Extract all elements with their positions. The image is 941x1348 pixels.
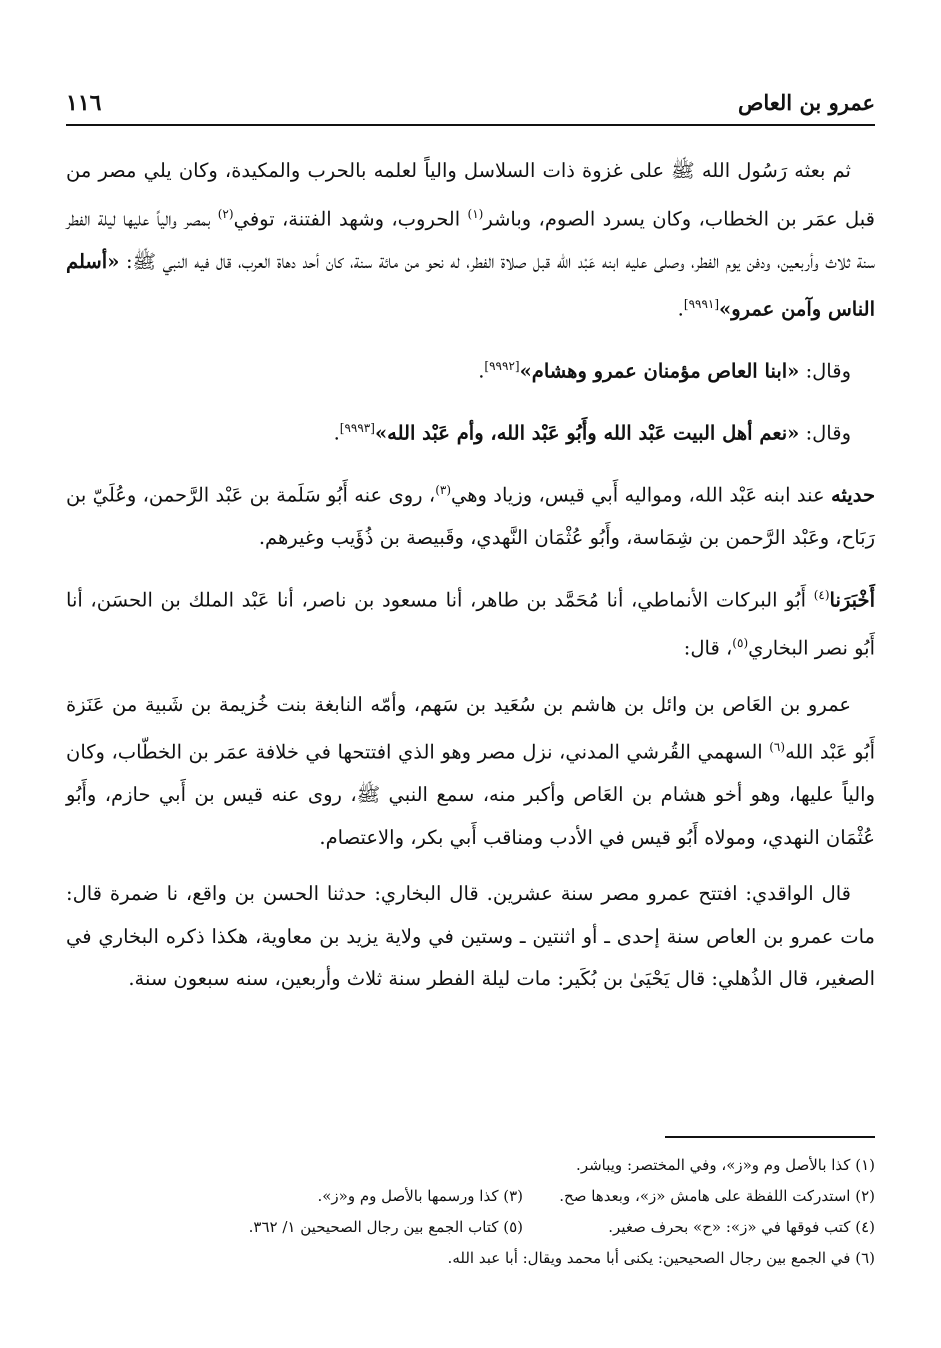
hadith-number: [٩٩٩٢] [484, 359, 520, 373]
text-run: الحروب، وشهد الفتنة، توفي [233, 207, 468, 230]
paragraph-biography [66, 150, 875, 331]
footnote-4: (٤) كتب فوقها في «ز»: «ح» بحرف صغير. [608, 1218, 875, 1236]
footnote-ref: (٤) [813, 587, 830, 602]
footnote-row [66, 1181, 875, 1212]
text-run: قال الواقدي: افتتح عمرو مصر سنة عشرين. قال البخاري: حدثنا الحسن بن واقع، نا ضمرة قال: مات عمرو بن العاص سنة إحدى ـ أو اثنتين ـ وستين في ولاية يزيد بن معاوية، هكذا ذكره البخاري في الصغير، قال الذُهلي: قال يَحْيَىٰ بن بُكَير: مات ليلة الفطر سنة ثلاث وأربعين، سنه سبعون سنة. [66, 882, 875, 990]
text-run: ثم بعثه رَسُول الله ﷺ على غزوة ذات السلاسل والياً لعلمه بالحرب والمكيدة، وكان يلي مصر من قبل عمَر بن الخطاب، وكان يسرد الصوم، وباشر [66, 159, 875, 230]
footnote-ref: (٢) [217, 206, 234, 221]
hadith-number: [٩٩٩١] [683, 297, 720, 311]
footnote-ref: (٥) [732, 635, 749, 650]
footnote-ref: (٦) [769, 740, 786, 754]
footnote-2: (٢) استدركت اللفظة على هامش «ز»، وبعدها صح. [559, 1187, 875, 1205]
text-run: . [478, 359, 485, 383]
text-run: أَبُو البركات الأنماطي، أنا مُحَمَّد بن طاهر، أنا مسعود بن ناصر، أنا عَبْد الملك بن الحسَن، أنا أَبُو نصر البخاري [66, 588, 875, 659]
paragraph-lineage [66, 684, 875, 860]
text-run: ، قال: [683, 636, 733, 659]
hadith-quote: «نعم أهل البيت عَبْد الله وأَبُو عَبْد الله، وأم عَبْد الله» [374, 421, 800, 445]
text-run: عند ابنه عَبْد الله، ومواليه أَبي قيس، وزياد وهي [451, 483, 831, 507]
hadith-quote: «أسلم الناس وآمن عمرو» [66, 249, 875, 321]
text-run: ، روى عنه أَبُو سَلَمة بن عَبْد الرَّحمن، وعُلَيّ بن رَبَاح، وعَبْد الرَّحمن بن شِمَاسة، وأَبُو عُثْمَان النَّهدي، وقَبيصة بن ذُؤَيب وغيرهم. [66, 483, 875, 549]
text-run: . [677, 297, 684, 321]
lead-word: أَخْبَرَنا [829, 588, 875, 611]
footnote-ref: (١) [467, 206, 484, 221]
text-run: وقال: [799, 421, 851, 445]
paragraph-death [66, 873, 875, 1001]
footnote-row [66, 1243, 875, 1274]
footnote-row [66, 1150, 875, 1181]
footnote-3: (٣) كذا ورسمها بالأصل وم و«ز». [317, 1187, 523, 1205]
footnote-ref: (٣) [435, 483, 452, 497]
text-run: بمصر والياً عليها ليلة الفطر سنة ثلاث وأربعين، ودفن يوم الفطر، وصلى عليه ابنه عَبْد الله قبل صلاة الفطر، له نحو من مائة سنة، كان أحد دهاة العرب، قال فيه النبي ﷺ: [66, 207, 875, 273]
footnote-divider [665, 1136, 875, 1138]
footnote-6: (٦) في الجمع بين رجال الصحيحين: يكنى أبا محمد ويقال: أبا عبد الله. [447, 1249, 875, 1267]
main-text [66, 150, 875, 1015]
paragraph-isnad [66, 574, 875, 670]
footnotes [66, 1150, 875, 1274]
page-number: ١١٦ [66, 90, 102, 116]
text-run: . [333, 421, 340, 445]
footnote-1: (١) كذا بالأصل وم و«ز»، وفي المختصر: ويباشر. [576, 1156, 875, 1174]
hadith-quote: «ابنا العاص مؤمنان عمرو وهشام» [519, 359, 800, 383]
page-header [66, 84, 875, 126]
text-run: وقال: [799, 359, 851, 383]
running-title: عمرو بن العاص [737, 90, 875, 115]
text-run: عمرو بن العَاص بن وائل بن هاشم بن سُعَيد بن سَهم، وأمّه النابغة بنت خُزيمة بن شَبية من عَنَزة أَبُو عَبْد الله [66, 692, 875, 764]
footnote-5: (٥) كتاب الجمع بين رجال الصحيحين ١/ ٣٦٢. [248, 1218, 523, 1236]
paragraph-narrators [66, 469, 875, 560]
paragraph-hadith-2 [66, 345, 875, 393]
paragraph-hadith-3 [66, 407, 875, 455]
text-run: السهمي القُرشي المدني، نزل مصر وهو الذي افتتحها في خلافة عمَر بن الخطّاب، وكان والياً عليها، وهو أخو هشام بن العَاص وأكبر منه، سمع النبي ﷺ، روى عنه قيس بن أَبي حازم، وأَبُو عُثْمَان النهدي، ومولاه أَبُو قيس في الأدب ومناقب أَبي بكر، والاعتصام. [66, 740, 875, 849]
lead-word: حديثه [830, 483, 875, 507]
hadith-number: [٩٩٩٣] [339, 421, 375, 435]
footnote-row [66, 1212, 875, 1243]
